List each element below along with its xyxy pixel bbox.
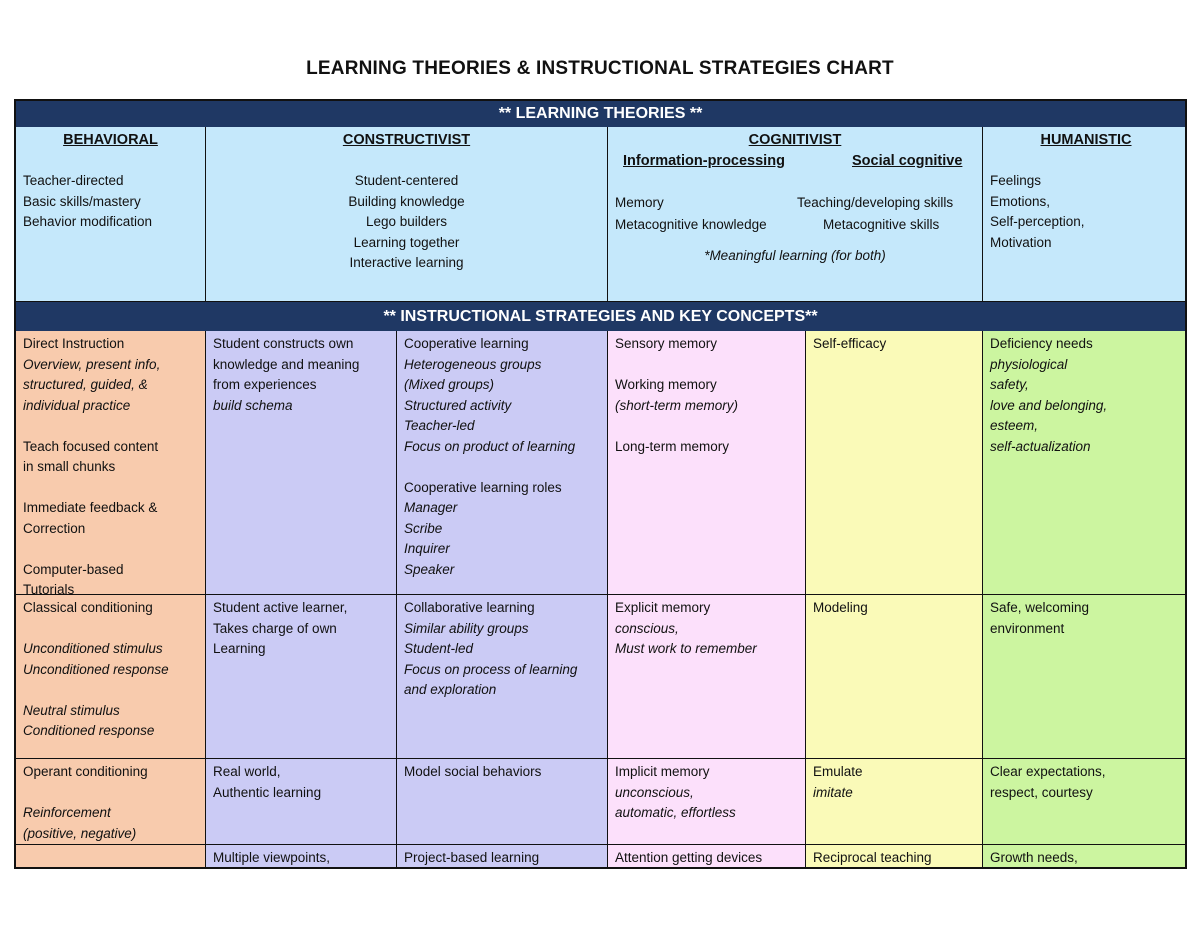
cell-line: Takes charge of own [213, 620, 337, 636]
information-processing-heading: Information-processing [623, 152, 785, 169]
cell-line: Focus on product of learning [404, 438, 576, 454]
humanistic-theory-cell [983, 127, 1187, 302]
row2-behavioral-cell [16, 595, 206, 759]
cell-line: physiological [990, 356, 1068, 372]
meaningful-learning-note: *Meaningful learning (for both) [704, 247, 886, 263]
cell-line: Conditioned response [23, 723, 155, 738]
cell-line: build schema [213, 397, 293, 413]
cell-line: Working memory [615, 377, 717, 392]
cell-line: Lego builders [365, 214, 448, 229]
humanistic-traits [990, 171, 1182, 253]
cell-line: Computer-based [23, 561, 124, 577]
cell-line: Feelings [990, 173, 1042, 188]
cell-line: Modeling [813, 600, 868, 615]
cell-line: self-actualization [990, 438, 1091, 454]
cell-line: Motivation [990, 234, 1052, 250]
cell-line: Overview, present info, [23, 356, 161, 372]
cell-line: Attention getting devices [615, 850, 763, 865]
cell-line: (short-term memory) [615, 397, 739, 413]
cell-line: Emotions, [990, 193, 1051, 209]
cell-line: Direct Instruction [23, 336, 125, 351]
cell-line: Learning together [353, 234, 460, 250]
cell-line: Collaborative learning [404, 600, 535, 615]
cell-line: esteem, [990, 418, 1039, 433]
cell-line [23, 539, 198, 560]
constructivist-theory-cell [206, 127, 608, 302]
cell-line: Model social behaviors [404, 764, 542, 779]
cell-line: respect, courtesy [990, 784, 1093, 800]
cognitive-metacognitive-skills: Metacognitive skills [823, 216, 940, 232]
cell-line: Long-term memory [615, 438, 730, 454]
cell-line: Student-led [404, 641, 474, 656]
row2-collaborative-cell [397, 595, 608, 759]
cell-line: Clear expectations, [990, 764, 1106, 779]
cell-line: Deficiency needs [990, 336, 1093, 351]
row4-social-cognitive-cell [806, 845, 983, 869]
cell-line: Behavior modification [23, 214, 153, 229]
cell-line: Speaker [404, 561, 455, 577]
cell-line: individual practice [23, 397, 131, 413]
cell-line: Unconditioned response [23, 661, 169, 677]
cognitivist-theory-cell [608, 127, 983, 302]
cell-line: Operant conditioning [23, 764, 148, 779]
cell-line: Structured activity [404, 397, 512, 413]
cell-line [23, 478, 198, 499]
cell-line: Heterogeneous groups [404, 356, 542, 372]
humanistic-heading: HUMANISTIC [1040, 132, 1132, 148]
cell-line: Scribe [404, 520, 443, 536]
cell-line: Similar ability groups [404, 620, 529, 636]
row3-information-processing-cell [608, 759, 806, 845]
cell-line: Implicit memory [615, 764, 710, 779]
row3-social-cognitive-cell [806, 759, 983, 845]
cell-line: Interactive learning [349, 255, 464, 270]
cell-line [23, 619, 198, 640]
cell-line: Immediate feedback & [23, 500, 158, 515]
cell-line: Neutral stimulus [23, 702, 120, 718]
learning-theories-chart [14, 99, 1187, 869]
row3-social-behaviors-cell [397, 759, 608, 845]
row4-constructivist-cell [206, 845, 397, 869]
cell-line: Reciprocal teaching [813, 850, 932, 865]
cognitive-metacognitive-knowledge: Metacognitive knowledge [615, 216, 767, 232]
behavioral-traits [23, 171, 198, 233]
row3-constructivist-cell [206, 759, 397, 845]
cell-line: unconscious, [615, 784, 694, 800]
row2-social-cognitive-cell [806, 595, 983, 759]
cell-line [615, 355, 798, 376]
cell-line: Classical conditioning [23, 600, 153, 615]
cell-line: Student-centered [354, 173, 459, 188]
cell-line: Self-perception, [990, 214, 1085, 229]
row1-cooperative-cell [397, 331, 608, 595]
cell-line [23, 783, 198, 804]
social-cognitive-heading: Social cognitive [852, 152, 963, 169]
cell-line [23, 416, 198, 437]
cell-line [404, 457, 600, 478]
cell-line: automatic, effortless [615, 805, 736, 820]
cell-line: structured, guided, & [23, 377, 148, 392]
cell-line: Cooperative learning roles [404, 479, 562, 495]
page-title: LEARNING THEORIES & INSTRUCTIONAL STRATEGIES CHART [306, 58, 894, 79]
cell-line: Teacher-directed [23, 173, 124, 188]
cell-line: Building knowledge [348, 193, 465, 209]
cell-line: Must work to remember [615, 641, 757, 656]
strategies-banner: ** INSTRUCTIONAL STRATEGIES AND KEY CONCEPTS** [16, 302, 1185, 331]
cell-line: Sensory memory [615, 336, 718, 351]
cell-line: Growth needs, [990, 850, 1078, 865]
row3-humanistic-cell [983, 759, 1187, 845]
row4-project-cell [397, 845, 608, 869]
cognitive-teaching-skills: Teaching/developing skills [797, 194, 954, 210]
cell-line: (Mixed groups) [404, 377, 495, 392]
row1-behavioral-cell [16, 331, 206, 595]
row3-behavioral-cell [16, 759, 206, 845]
cell-line: Inquirer [404, 541, 450, 556]
row4-humanistic-cell [983, 845, 1187, 869]
cell-line: Project-based learning [404, 850, 540, 865]
constructivist-heading: CONSTRUCTIVIST [342, 132, 471, 148]
cell-line [23, 680, 198, 701]
cell-line: Focus on process of learning [404, 661, 578, 677]
cell-line: safety, [990, 377, 1029, 392]
cell-line: Basic skills/mastery [23, 193, 141, 209]
constructivist-traits [213, 171, 600, 274]
cell-line: Cooperative learning [404, 336, 529, 351]
cell-line: Real world, [213, 764, 281, 779]
cell-line: Teacher-led [404, 418, 475, 433]
cell-line: Teach focused content [23, 438, 159, 454]
cell-line: Unconditioned stimulus [23, 641, 163, 656]
cell-line: from experiences [213, 377, 317, 392]
cell-line: Explicit memory [615, 600, 711, 615]
cell-line: Reinforcement [23, 805, 111, 820]
cell-line: in small chunks [23, 459, 116, 474]
row2-information-processing-cell [608, 595, 806, 759]
row1-humanistic-cell [983, 331, 1187, 595]
cell-line: Manager [404, 500, 458, 515]
cell-line: Multiple viewpoints, [213, 850, 331, 865]
cell-line: and exploration [404, 682, 497, 697]
cell-line: (positive, negative) [23, 825, 137, 841]
cell-line: environment [990, 620, 1065, 636]
cell-line: Emulate [813, 764, 863, 779]
cognitivist-heading: COGNITIVIST [748, 132, 842, 148]
theories-banner: ** LEARNING THEORIES ** [16, 101, 1185, 127]
cell-line: conscious, [615, 620, 679, 636]
row4-behavioral-cell [16, 845, 206, 869]
cognitive-memory: Memory [615, 194, 664, 210]
cell-line: knowledge and meaning [213, 356, 360, 372]
cell-line: Safe, welcoming [990, 600, 1090, 615]
row2-constructivist-cell [206, 595, 397, 759]
behavioral-heading: BEHAVIORAL [63, 132, 158, 148]
cell-line: Tutorials [23, 582, 75, 595]
cell-line: Self-efficacy [813, 336, 887, 351]
cell-line: Authentic learning [213, 784, 322, 800]
row1-constructivist-cell [206, 331, 397, 595]
cell-line: love and belonging, [990, 397, 1108, 413]
cell-line [615, 416, 798, 437]
cell-line: Correction [23, 520, 86, 536]
row1-social-cognitive-cell [806, 331, 983, 595]
row2-humanistic-cell [983, 595, 1187, 759]
cell-line: Student active learner, [213, 600, 348, 615]
row4-information-processing-cell [608, 845, 806, 869]
cell-line: imitate [813, 784, 853, 800]
behavioral-theory-cell [16, 127, 206, 302]
cell-line: Learning [213, 641, 266, 656]
cell-line: Student constructs own [213, 336, 354, 351]
row1-information-processing-cell [608, 331, 806, 595]
